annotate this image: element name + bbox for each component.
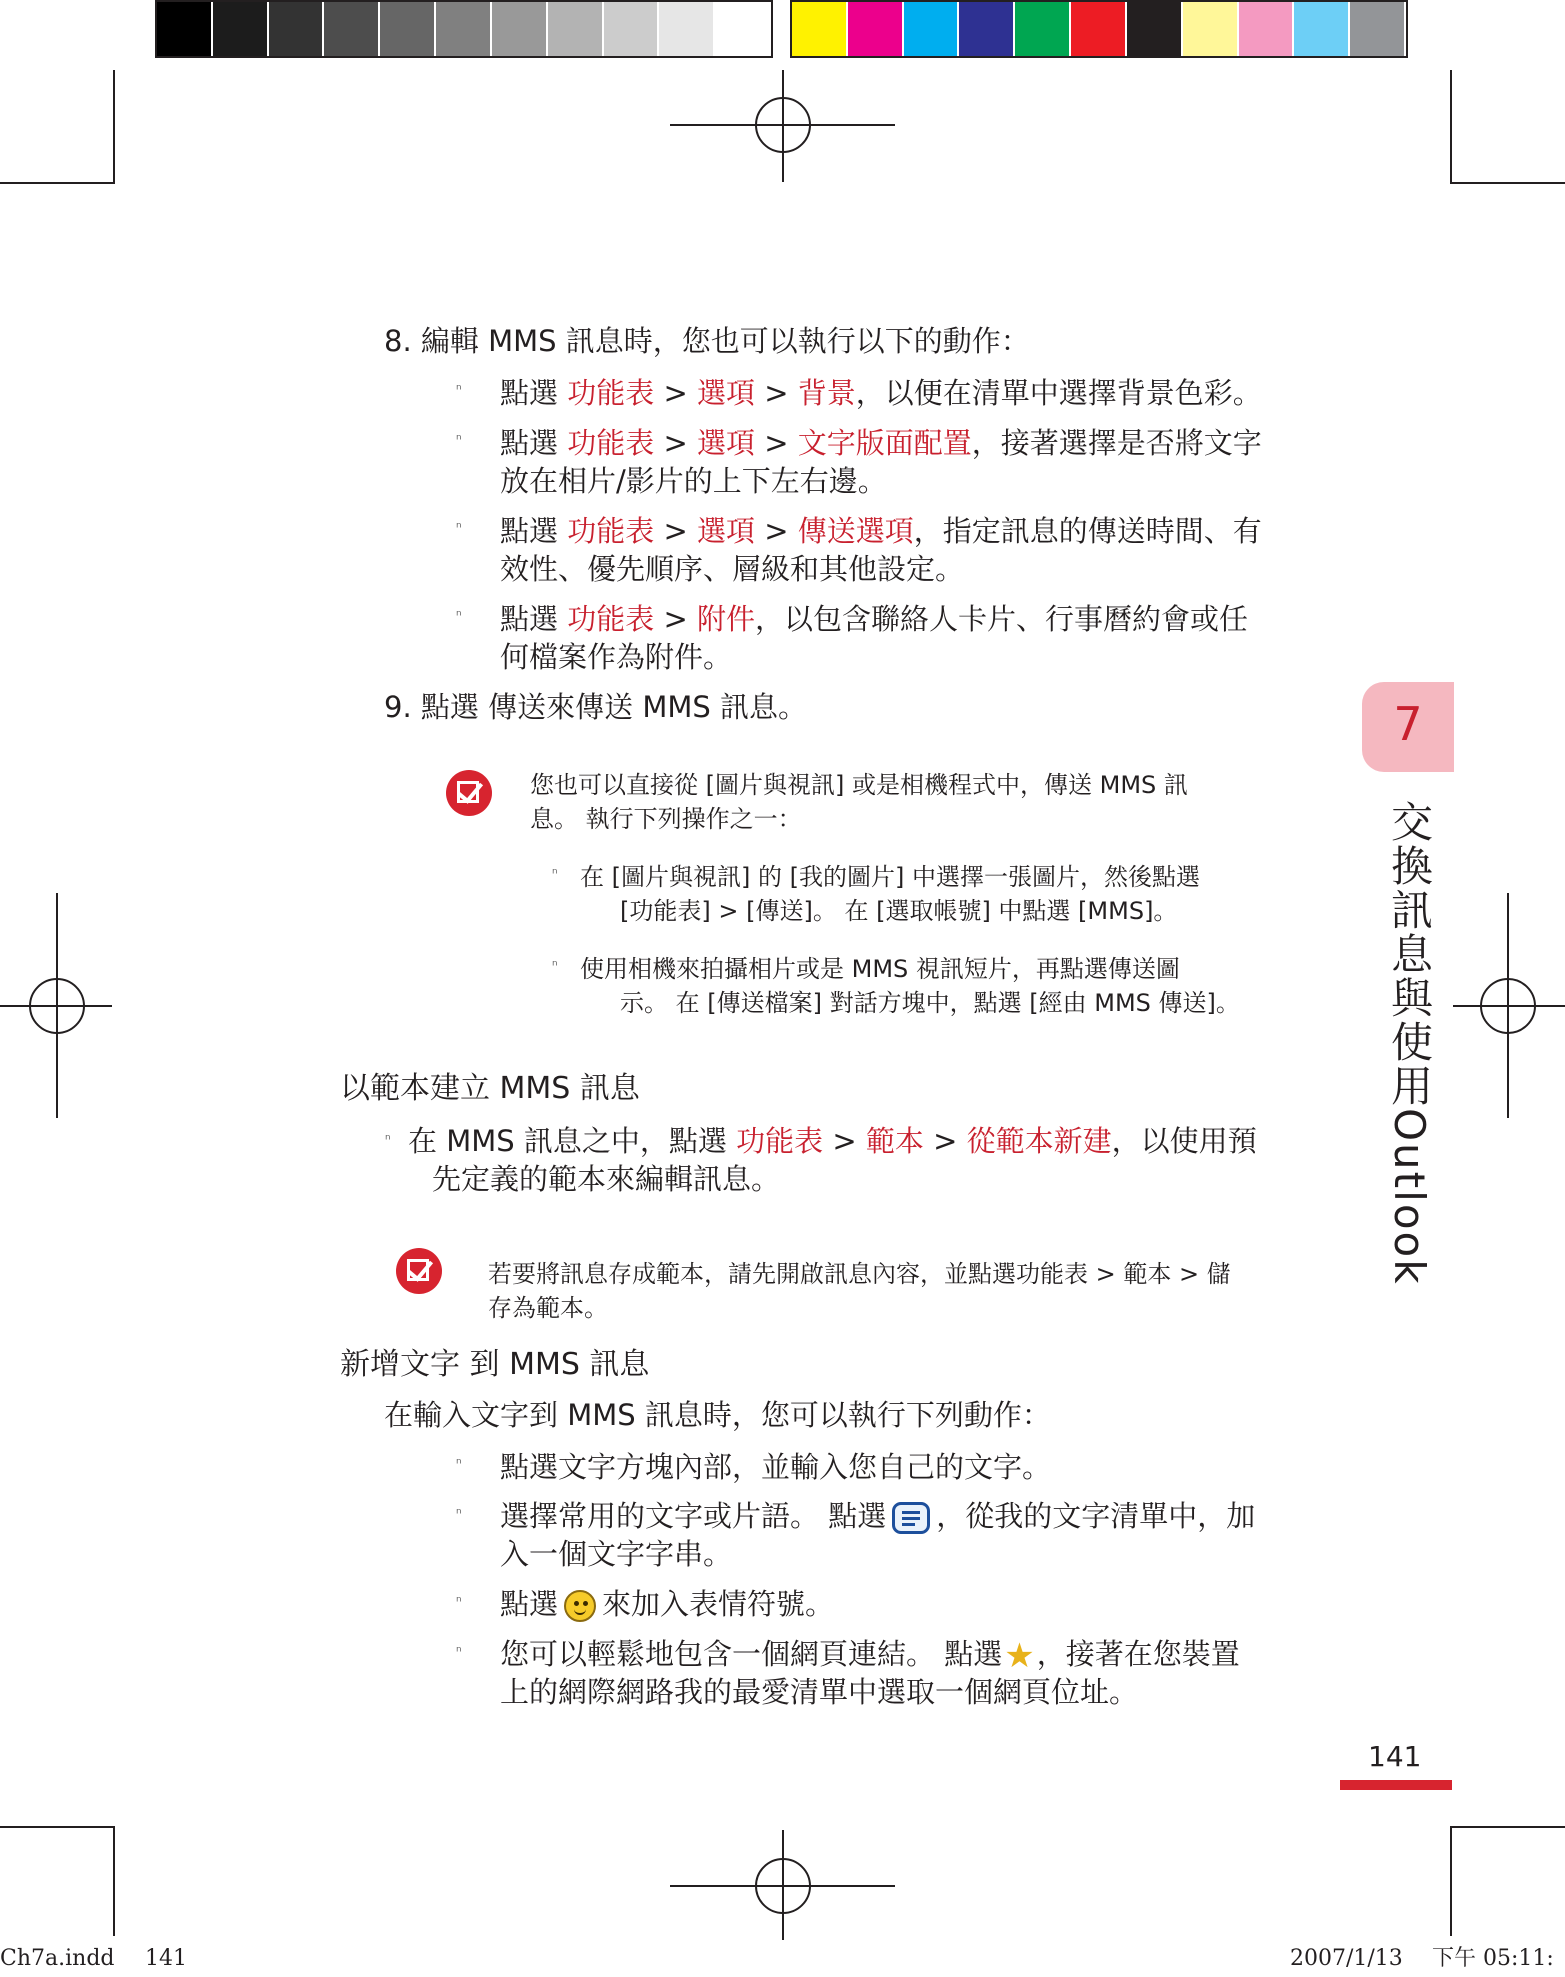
- registration-mark-right: [1480, 978, 1536, 1034]
- chapter-number: 7: [1393, 697, 1423, 751]
- page-number-bar: [1340, 1780, 1452, 1790]
- step-9: 9. 點選 傳送來傳送 MMS 訊息。: [384, 690, 807, 724]
- grayscale-color-strip: [155, 0, 773, 58]
- registration-mark-bottom: [755, 1858, 811, 1914]
- note-option-camera: 使用相機來拍攝相片或是 MMS 視訊短片，再點選傳送圖 示。 在 [傳送檔案] 對話方塊中，點選 [經由 MMS 傳送]。: [580, 955, 1240, 1017]
- crop-mark: [113, 70, 115, 182]
- gray-swatch: [659, 2, 715, 56]
- step-8-option-attachment: 點選 功能表 > 附件，以包含聯絡人卡片、行事曆約會或任 何檔案作為附件。: [500, 602, 1249, 674]
- color-swatch: [1015, 2, 1071, 56]
- bullet-icon: ⁿ: [456, 1594, 462, 1610]
- gray-swatch: [492, 2, 548, 56]
- crop-mark: [1450, 182, 1565, 184]
- chapter-tab: [1362, 682, 1454, 772]
- send-options-link: 傳送選項: [797, 514, 914, 548]
- my-text-icon: [892, 1502, 930, 1534]
- gray-swatch: [269, 2, 325, 56]
- color-swatch: [1239, 2, 1295, 56]
- note-check-icon: [396, 1248, 442, 1294]
- gray-swatch: [380, 2, 436, 56]
- color-swatch: [1071, 2, 1127, 56]
- gray-swatch: [548, 2, 604, 56]
- template-link: 範本: [865, 1124, 924, 1158]
- section-heading-template: 以範本建立 MMS 訊息: [340, 1071, 640, 1106]
- crop-mark: [1450, 1826, 1452, 1936]
- page-number: 141: [1368, 1740, 1422, 1773]
- color-swatch: [792, 2, 848, 56]
- attachment-link: 附件: [696, 602, 755, 636]
- slug-date: 2007/1/13: [1290, 1946, 1403, 1971]
- color-swatch: [1294, 2, 1350, 56]
- note-check-icon: [446, 770, 492, 816]
- add-text-option-my-text: 選擇常用的文字或片語。 點選 ，從我的文字清單中，加 入一個文字字串。: [500, 1499, 1256, 1571]
- slug-file: Ch7a.indd: [0, 1946, 115, 1971]
- registration-mark-left: [29, 978, 85, 1034]
- gray-swatch: [157, 2, 213, 56]
- bullet-icon: ⁿ: [552, 866, 558, 882]
- bullet-icon: ⁿ: [456, 432, 462, 448]
- bullet-icon: ⁿ: [385, 1132, 391, 1148]
- menu-link: 功能表: [736, 1124, 824, 1158]
- step-8-option-send: 點選 功能表 > 選項 > 傳送選項，指定訊息的傳送時間、有 效性、優先順序、層級和其他設定。: [500, 514, 1262, 586]
- crop-mark: [113, 1826, 115, 1936]
- menu-link: 功能表: [567, 426, 655, 460]
- bullet-icon: ⁿ: [456, 1456, 462, 1472]
- template-instruction: 在 MMS 訊息之中，點選 功能表 > 範本 > 從範本新建，以使用預 先定義的範本來編輯訊息。: [408, 1124, 1257, 1196]
- bullet-icon: ⁿ: [456, 1644, 462, 1660]
- new-from-template-link: 從範本新建: [966, 1124, 1112, 1158]
- add-text-option-favorite-link: 您可以輕鬆地包含一個網頁連結。 點選★，接著在您裝置 上的網際網路我的最愛清單中選取一個網頁位址。: [500, 1636, 1240, 1709]
- color-swatch: [1350, 2, 1406, 56]
- bullet-icon: ⁿ: [456, 382, 462, 398]
- gray-swatch: [715, 2, 771, 56]
- step-8-intro: 8. 編輯 MMS 訊息時，您也可以執行以下的動作：: [384, 324, 1030, 358]
- chapter-title: 交換訊息與使用Outlook: [1385, 800, 1434, 1286]
- add-text-intro: 在輸入文字到 MMS 訊息時，您可以執行下列動作：: [384, 1398, 1051, 1432]
- options-link: 選項: [696, 376, 755, 410]
- step-8-option-layout: 點選 功能表 > 選項 > 文字版面配置，接著選擇是否將文字 放在相片/影片的上下左右邊。: [500, 426, 1262, 498]
- crop-mark: [0, 182, 115, 184]
- gray-swatch: [324, 2, 380, 56]
- gray-swatch: [436, 2, 492, 56]
- options-link: 選項: [696, 426, 755, 460]
- gray-swatch: [604, 2, 660, 56]
- menu-link: 功能表: [567, 514, 655, 548]
- slug-page: 141: [145, 1946, 187, 1971]
- color-swatch: [904, 2, 960, 56]
- add-text-option-emoticon: 點選 來加入表情符號。: [500, 1587, 835, 1621]
- step-8-option-background: 點選 功能表 > 選項 > 背景，以便在清單中選擇背景色彩。: [500, 376, 1262, 410]
- color-calibration-strip: [790, 0, 1408, 58]
- section-heading-add-text: 新增文字 到 MMS 訊息: [340, 1347, 650, 1382]
- text-layout-link: 文字版面配置: [797, 426, 972, 460]
- note-option-pictures: 在 [圖片與視訊] 的 [我的圖片] 中選擇一張圖片，然後點選 [功能表] > [傳送]。 在 [選取帳號] 中點選 [MMS]。: [580, 863, 1200, 925]
- slug-time: 下午 05:11:: [1432, 1946, 1554, 1971]
- bullet-icon: ⁿ: [552, 958, 558, 974]
- crop-mark: [0, 1826, 115, 1828]
- favorites-star-icon: ★: [1004, 1636, 1035, 1676]
- color-swatch: [848, 2, 904, 56]
- menu-link: 功能表: [567, 602, 655, 636]
- bullet-icon: ⁿ: [456, 520, 462, 536]
- color-swatch: [1127, 2, 1183, 56]
- registration-mark-top: [755, 97, 811, 153]
- bullet-icon: ⁿ: [456, 1506, 462, 1522]
- menu-link: 功能表: [567, 376, 655, 410]
- note-direct-send: 您也可以直接從 [圖片與視訊] 或是相機程式中，傳送 MMS 訊 息。 執行下列操作之一：: [530, 771, 1188, 833]
- color-swatch: [959, 2, 1015, 56]
- note-save-template: 若要將訊息存成範本，請先開啟訊息內容，並點選功能表 > 範本 > 儲 存為範本。: [488, 1260, 1231, 1322]
- bullet-icon: ⁿ: [456, 608, 462, 624]
- color-swatch: [1183, 2, 1239, 56]
- gray-swatch: [213, 2, 269, 56]
- add-text-option-type: 點選文字方塊內部，並輸入您自己的文字。: [500, 1450, 1052, 1484]
- emoticon-icon: [564, 1590, 596, 1622]
- background-link: 背景: [797, 376, 856, 410]
- options-link: 選項: [696, 514, 755, 548]
- crop-mark: [1450, 1826, 1565, 1828]
- crop-mark: [1450, 70, 1452, 182]
